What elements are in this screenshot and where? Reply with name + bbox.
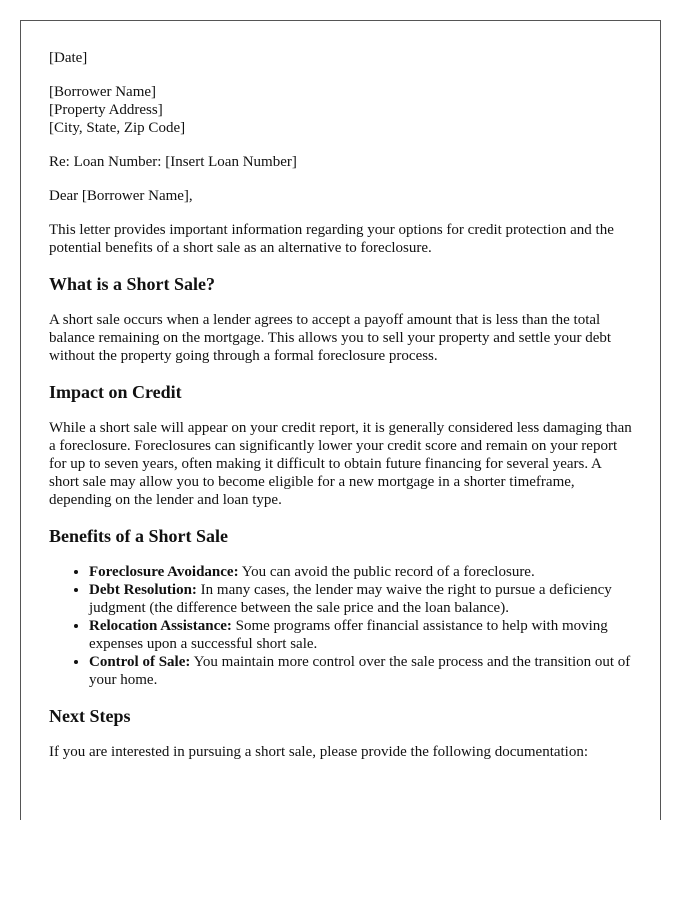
section-body-next: If you are interested in pursuing a short sale, please provide the following documentation: <box>49 744 589 760</box>
letter-date: [Date] <box>49 50 88 66</box>
benefit-term: Debt Resolution: <box>89 582 197 598</box>
list-item <box>89 581 632 617</box>
benefit-text: Some programs offer financial assistance to help with moving expenses upon a successful short sale. <box>89 618 608 652</box>
benefit-term: Relocation Assistance: <box>89 618 232 634</box>
list-item <box>89 617 632 653</box>
benefit-term: Foreclosure Avoidance: <box>89 564 239 580</box>
salutation: Dear [Borrower Name], <box>49 188 193 204</box>
section-body-what: A short sale occurs when a lender agrees to accept a payoff amount that is less than the total balance remaining on the mortgage. This allows you to sell your property and settle your debt without the property going through a formal foreclosure process. <box>49 312 612 364</box>
section-heading-what: What is a Short Sale? <box>49 274 216 294</box>
benefits-list <box>49 563 632 689</box>
recipient-name: [Borrower Name] <box>49 84 157 100</box>
benefit-text: You can avoid the public record of a foreclosure. <box>238 564 535 580</box>
section-heading-next: Next Steps <box>49 706 131 726</box>
section-body-impact: While a short sale will appear on your credit report, it is generally considered less damaging than a foreclosure. Foreclosures can significantly lower your credit score and remain on your report for up to seven years, often making it difficult to obtain future financing for several years. A short sale may allow you to become eligible for a new mortgage in a shorter timeframe, depending on the lender and loan type. <box>49 420 632 508</box>
re-line: Re: Loan Number: [Insert Loan Number] <box>49 154 297 170</box>
section-heading-impact: Impact on Credit <box>49 382 182 402</box>
list-item <box>89 563 632 581</box>
benefit-text: You maintain more control over the sale process and the transition out of your home. <box>89 654 631 688</box>
recipient-city: [City, State, Zip Code] <box>49 120 186 136</box>
benefit-term: Control of Sale: <box>89 654 191 670</box>
section-heading-benefits: Benefits of a Short Sale <box>49 526 228 546</box>
list-item <box>89 653 632 689</box>
benefit-text: In many cases, the lender may waive the right to pursue a deficiency judgment (the difference between the sale price and the loan balance). <box>89 582 612 616</box>
letter-page <box>20 20 661 820</box>
recipient-address-block <box>49 83 632 137</box>
recipient-address: [Property Address] <box>49 102 163 118</box>
intro-paragraph: This letter provides important information regarding your options for credit protection and the potential benefits of a short sale as an alternative to foreclosure. <box>49 222 614 256</box>
